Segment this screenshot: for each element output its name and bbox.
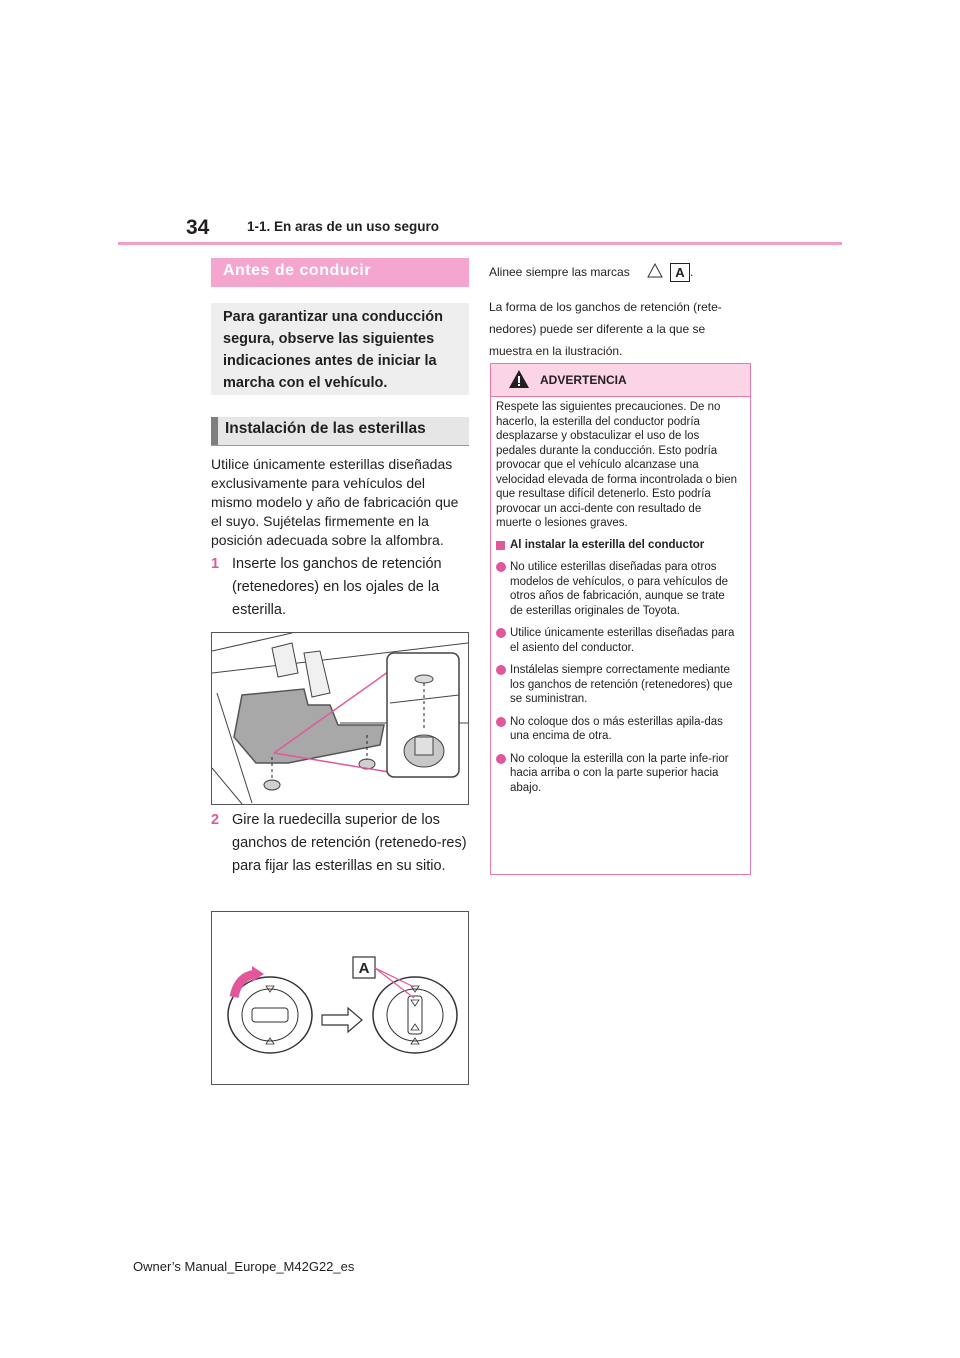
step-1 [211, 553, 469, 622]
section-banner-label: Antes de conducir [223, 262, 372, 279]
retainer-illustration [212, 912, 468, 1084]
triangle-mark-icon [646, 262, 664, 280]
align-instruction: Alinee siempre las marcas [489, 265, 630, 279]
step-text: Inserte los ganchos de retención (retenedores) en los ojales de la esterilla. [232, 556, 442, 618]
warning-item [496, 663, 740, 707]
figure-mat-installation [211, 632, 469, 805]
subsection-bar [211, 417, 218, 445]
section-banner [211, 258, 469, 287]
step-2 [211, 809, 469, 878]
warning-item [496, 715, 740, 744]
figure-retainer-rotation [211, 911, 469, 1085]
page-number: 34 [186, 216, 210, 239]
step-number: 2 [211, 812, 220, 828]
warning-item [496, 560, 740, 618]
warning-item-text: No coloque la esterilla con la parte infe-rior hacia arriba o con la parte superior hacia abajo. [510, 752, 729, 794]
bullet-icon [496, 754, 506, 764]
warning-subheading-text: Al instalar la esterilla del conductor [510, 538, 705, 551]
bullet-icon [496, 717, 506, 727]
warning-item-text: No coloque dos o más esterillas apila-das una encima de otra. [510, 715, 723, 742]
warning-item-text: Utilice únicamente esterillas diseñadas para el asiento del conductor. [510, 627, 735, 654]
step-number: 1 [211, 556, 220, 572]
warning-item-text: No utilice esterillas diseñadas para otros modelos de vehículos, o para vehículos de otros años de fabricación, aunque se trate de esterillas originales de Toyota. [510, 561, 728, 617]
square-bullet-icon [496, 541, 505, 550]
marker-label-a: A [670, 263, 690, 282]
section-title: 1-1. En aras de un uso seguro [247, 219, 440, 234]
intro-box [211, 303, 469, 395]
warning-body [496, 400, 740, 795]
mat-illustration [212, 633, 468, 804]
body-paragraph: Utilice únicamente esterillas diseñadas exclusivamente para vehículos del mismo modelo y año de fabricación que el suyo. Sujételas firmemente en la posición adecuada sobre la alfombra. [211, 456, 459, 548]
warning-intro: Respete las siguientes precauciones. De no hacerlo, la esterilla del conductor podría desplazarse y obstaculizar el uso de los pedales durante la conducción. Esto podría provocar que el vehículo alcanzase una velocidad elevada de forma incontrolada o bien que resultase difícil detenerlo. Esto podría provocar un acci-dente con resultado de muerte o lesiones graves. [496, 401, 738, 529]
footer-manual-id: Owner’s Manual_Europe_M42G22_es [133, 1259, 355, 1274]
marker-period: . [690, 265, 694, 279]
bullet-icon [496, 562, 506, 572]
header-divider [118, 242, 842, 245]
intro-text: Para garantizar una conducción segura, observe las siguientes indicaciones antes de iniciar la marcha con el vehículo. [223, 309, 443, 391]
warning-item [496, 626, 740, 655]
bullet-icon [496, 665, 506, 675]
bullet-icon [496, 628, 506, 638]
warning-box [490, 363, 751, 875]
warning-header [491, 364, 750, 397]
subsection-title: Instalación de las esterillas [225, 420, 426, 437]
warning-subheading [496, 538, 740, 553]
warning-item-text: Instálelas siempre correctamente mediante los ganchos de retención (retenedores) que se suministran. [510, 664, 733, 705]
figure-label-a: A [358, 960, 370, 977]
warning-item [496, 752, 740, 796]
warning-icon [508, 369, 530, 389]
warning-title: ADVERTENCIA [540, 373, 627, 387]
subsection-header [211, 417, 469, 446]
retainer-note: La forma de los ganchos de retención (rete-nedores) puede ser diferente a la que se muestra en la ilustración. [489, 300, 722, 358]
step-text: Gire la ruedecilla superior de los ganchos de retención (retenedo-res) para fijar las esterillas en su sitio. [232, 812, 467, 874]
